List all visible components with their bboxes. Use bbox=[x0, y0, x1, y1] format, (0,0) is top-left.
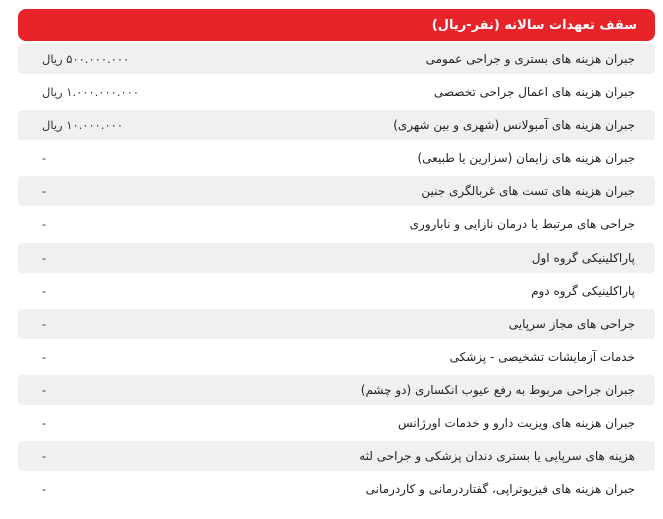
row-value: - bbox=[42, 349, 47, 364]
table-row bbox=[18, 209, 655, 239]
table-row bbox=[18, 441, 655, 471]
row-value: - bbox=[42, 449, 47, 464]
table-row bbox=[18, 474, 655, 504]
row-value: - bbox=[42, 382, 47, 397]
row-value: - bbox=[42, 151, 47, 166]
row-label: خدمات آزمایشات تشخیصی - پزشکی bbox=[449, 349, 635, 364]
row-value: ۱۰.۰۰۰.۰۰۰ ریال bbox=[42, 118, 124, 133]
coverage-table bbox=[18, 9, 655, 507]
row-label: جبران هزینه های تست های غربالگری جنین bbox=[421, 184, 635, 199]
row-label: جبران هزینه های اعمال جراحی تخصصی bbox=[433, 85, 635, 100]
row-label: جراحی های مجاز سرپایی bbox=[508, 316, 635, 331]
row-value: - bbox=[42, 416, 47, 431]
table-row bbox=[18, 110, 655, 140]
row-label: هزینه های سرپایی یا بستری دندان پزشکی و جراحی لثه bbox=[359, 449, 635, 464]
row-label: جبران هزینه های فیزیوتراپی، گفتاردرمانی و کاردرمانی bbox=[365, 482, 635, 497]
row-value: - bbox=[42, 482, 47, 497]
table-row bbox=[18, 276, 655, 306]
header-title: سقف تعهدات سالانه (نفر-ریال) bbox=[431, 17, 637, 33]
row-label: پاراکلینیکی گروه اول bbox=[531, 250, 635, 265]
row-label: جبران هزینه های ویزیت دارو و خدمات اورژانس bbox=[398, 416, 635, 431]
table-row bbox=[18, 243, 655, 273]
row-value: ۱.۰۰۰.۰۰۰.۰۰۰ ریال bbox=[42, 85, 140, 100]
row-label: جبران هزینه های بستری و جراحی عمومی bbox=[425, 52, 635, 66]
row-value: - bbox=[42, 283, 47, 298]
table-row bbox=[18, 408, 655, 438]
row-value: - bbox=[42, 217, 47, 232]
table-row bbox=[18, 342, 655, 372]
table-header bbox=[18, 9, 655, 41]
row-label: جراحی های مرتبط با درمان نازایی و ناباروری bbox=[409, 217, 635, 232]
row-value: - bbox=[42, 250, 47, 265]
row-value: - bbox=[42, 316, 47, 331]
table-row bbox=[18, 143, 655, 173]
row-value: - bbox=[42, 184, 47, 199]
row-value: ۵۰۰.۰۰۰.۰۰۰ ریال bbox=[42, 52, 130, 66]
row-label: جبران هزینه های زایمان (سزارین یا طبیعی) bbox=[417, 151, 635, 166]
row-label: جبران هزینه های آمبولانس (شهری و بین شهری) bbox=[393, 118, 635, 133]
row-label: جبران جراحی مربوط به رفع عیوب انکساری (دو چشم) bbox=[360, 382, 635, 397]
row-label: پاراکلینیکی گروه دوم bbox=[531, 283, 635, 298]
table-row bbox=[18, 176, 655, 206]
table-row bbox=[18, 44, 655, 74]
table-row bbox=[18, 309, 655, 339]
table-row bbox=[18, 375, 655, 405]
table-row bbox=[18, 77, 655, 107]
